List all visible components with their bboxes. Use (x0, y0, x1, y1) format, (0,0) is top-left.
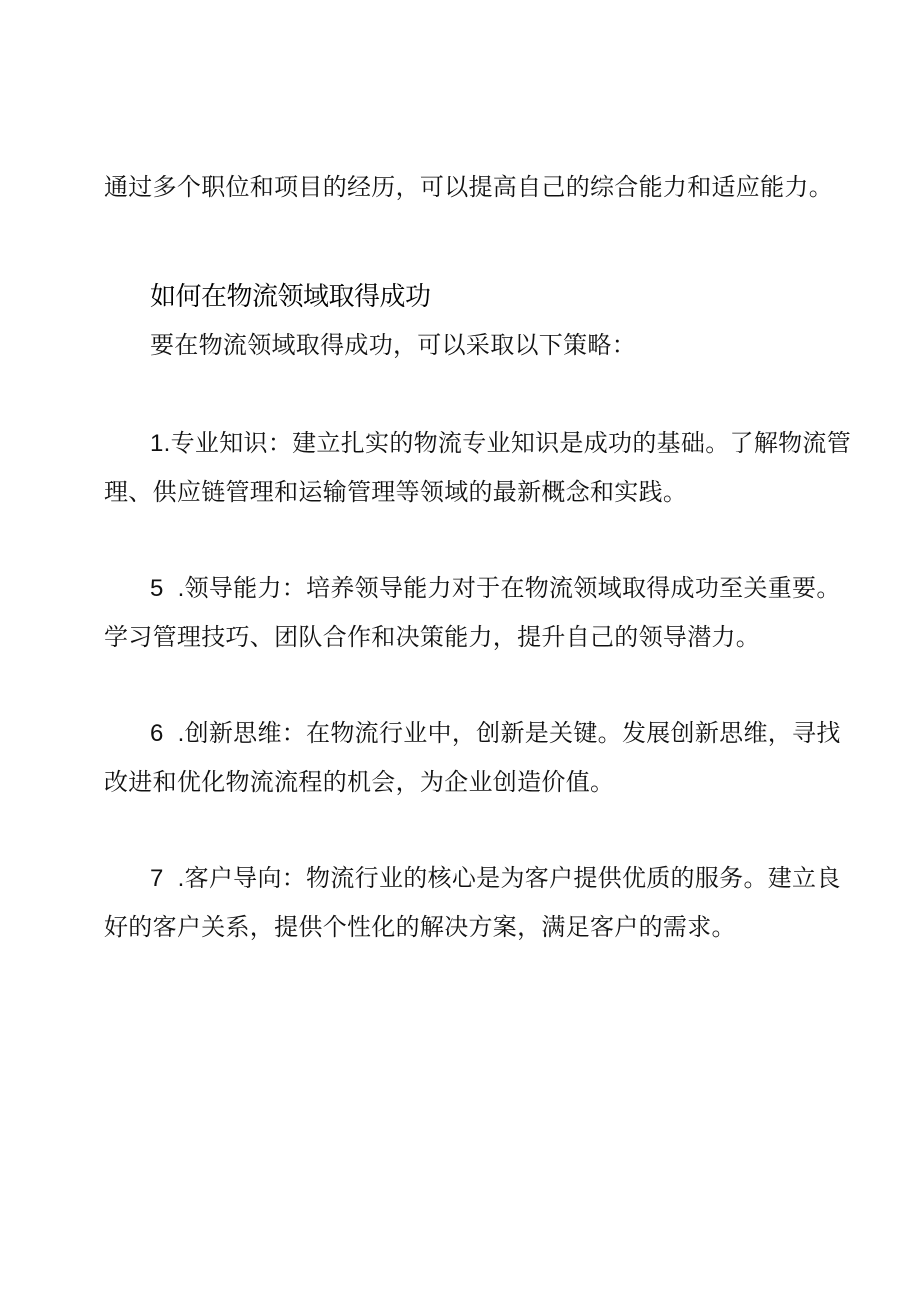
list-item-text: 创新思维：在物流行业中，创新是关键。发展创新思维，寻找 (184, 719, 841, 747)
list-item-text: 客户导向：物流行业的核心是为客户提供优质的服务。建立良 (184, 864, 841, 892)
list-item-number: 5 . (150, 575, 185, 602)
section-lead: 要在物流领域取得成功，可以采取以下策略： (150, 331, 636, 359)
list-item-number: 6 . (150, 720, 185, 747)
section-heading: 如何在物流领域取得成功 (150, 282, 431, 312)
list-item-number: 1. (150, 430, 171, 457)
list-item-text-continued: 学习管理技巧、团队合作和决策能力，提升自己的领导潜力。 (104, 623, 761, 651)
list-item-text: 专业知识：建立扎实的物流专业知识是成功的基础。了解物流管 (170, 429, 852, 457)
list-item-text-continued: 理、供应链管理和运输管理等领域的最新概念和实践。 (104, 478, 688, 506)
list-item-text-continued: 改进和优化物流流程的机会，为企业创造价值。 (104, 768, 615, 796)
list-item-text-continued: 好的客户关系，提供个性化的解决方案，满足客户的需求。 (104, 913, 736, 941)
list-item-text: 领导能力：培养领导能力对于在物流领域取得成功至关重要。 (184, 574, 841, 602)
list-item-number: 7 . (150, 865, 185, 892)
intro-paragraph: 通过多个职位和项目的经历，可以提高自己的综合能力和适应能力。 (104, 173, 833, 201)
